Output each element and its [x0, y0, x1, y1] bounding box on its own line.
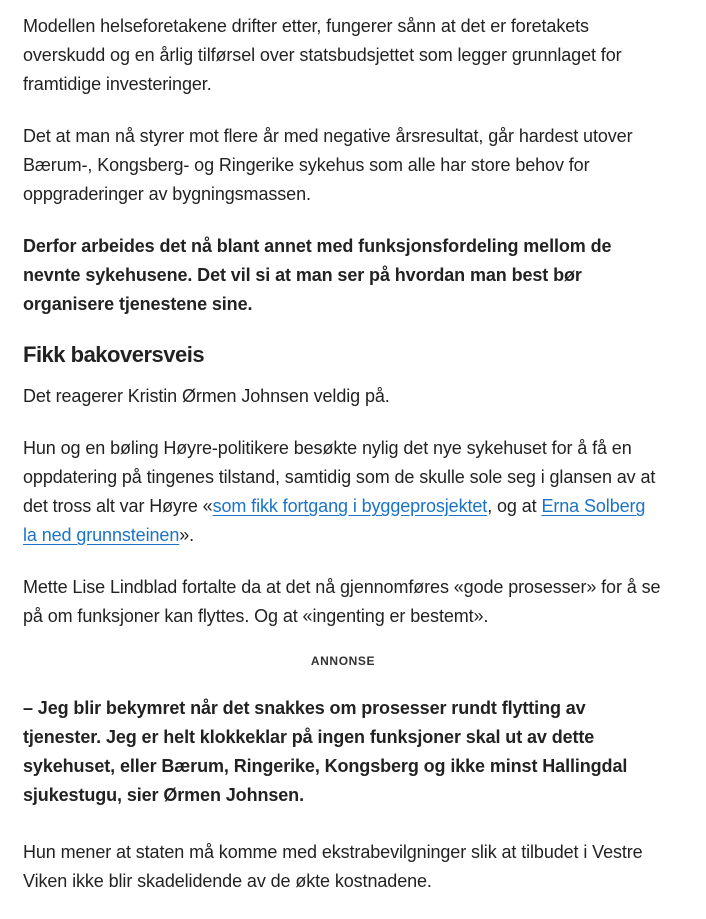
- subheading: Fikk bakoversveis: [23, 342, 205, 367]
- ad-label: ANNONSE: [310, 654, 376, 668]
- paragraph-visit: [23, 434, 663, 550]
- paragraph-funding-model: Modellen helseforetakene drifter etter, fungerer sånn at det er foretakets overskudd og en årlig tilførsel over statsbudsjettet som legger grunnlaget for framtidige investeringer.: [23, 16, 622, 94]
- article-body: [23, 12, 663, 919]
- link-foundation-stone[interactable]: Erna Solberg la ned grunnsteinen: [23, 496, 646, 545]
- paragraph-quote: – Jeg blir bekymret når det snakkes om prosesser rundt flytting av tjenester. Jeg er helt klokkeklar på ingen funksjoner skal ut av dette sykehuset, eller Bærum, Ringerike, Kongsberg og ikke minst Hallingdal sjukestugu, sier Ørmen Johnsen.: [23, 698, 628, 805]
- paragraph-lindblad: Mette Lise Lindblad fortalte da at det nå gjennomføres «gode prosesser» for å se på om funksjoner kan flyttes. Og at «ingenting er bestemt».: [23, 577, 661, 626]
- paragraph-function-distribution: Derfor arbeides det nå blant annet med funksjonsfordeling mellom de nevnte sykehusene. Det vil si at man ser på hvordan man best bør organisere tjenestene sine.: [23, 236, 612, 314]
- paragraph-visit-text-2: , og at: [487, 496, 542, 516]
- paragraph-visit-text-3: ».: [179, 525, 195, 545]
- link-building-project[interactable]: som fikk fortgang i byggeprosjektet: [212, 496, 488, 516]
- paragraph-extra-funding: Hun mener at staten må komme med ekstrabevilgninger slik at tilbudet i Vestre Viken ikke blir skadelidende av de økte kostnadene.: [23, 842, 643, 891]
- paragraph-visit-text-1: Hun og en bøling Høyre-politikere besøkte nylig det nye sykehuset for å få en oppdatering på tingenes tilstand, samtidig som de skulle sole seg i glansen av at det tross alt var Høyre «: [23, 438, 656, 516]
- paragraph-reaction: Det reagerer Kristin Ørmen Johnsen veldig på.: [23, 386, 390, 406]
- paragraph-negative-results: Det at man nå styrer mot flere år med negative årsresultat, går hardest utover Bærum-, Kongsberg- og Ringerike sykehus som alle har store behov for oppgraderinger av bygningsmassen.: [23, 126, 633, 204]
